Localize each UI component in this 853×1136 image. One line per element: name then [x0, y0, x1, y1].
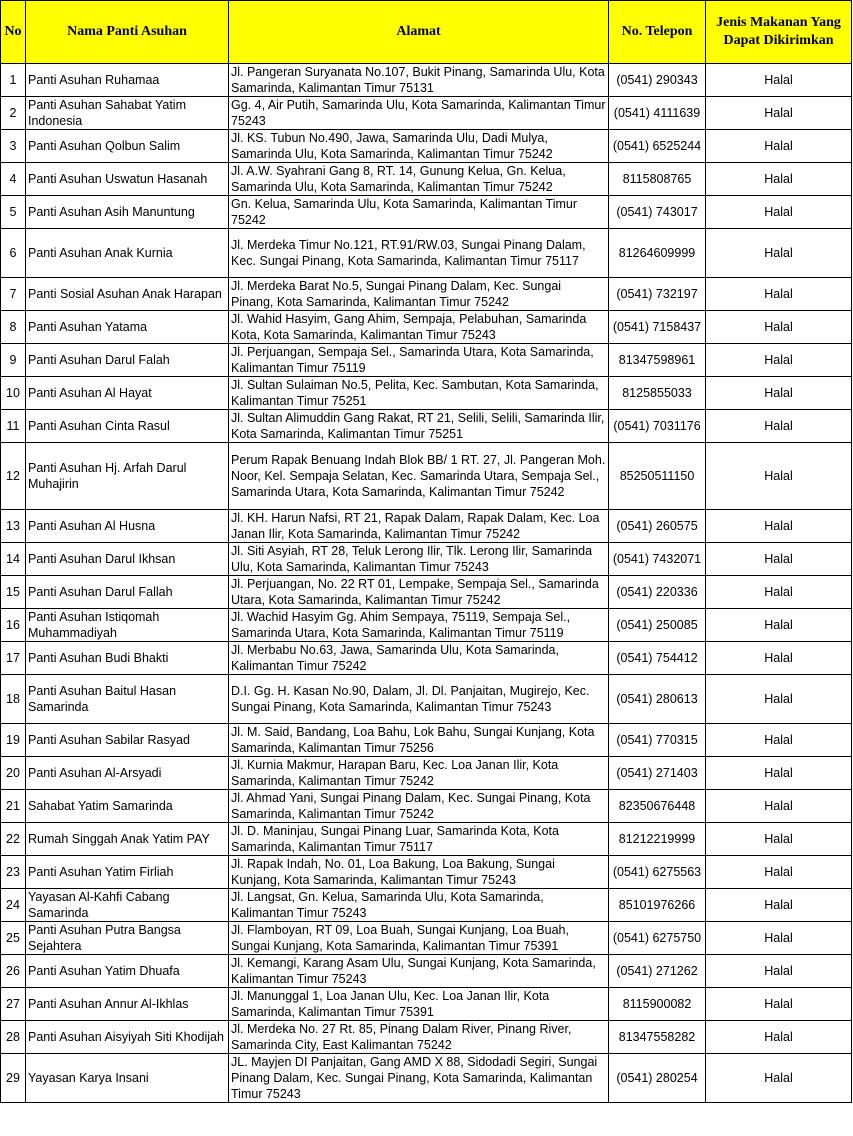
cell-name: Panti Asuhan Darul Fallah [26, 576, 229, 609]
table-row [1, 675, 852, 724]
table-row [1, 889, 852, 922]
header-phone: No. Telepon [609, 1, 706, 64]
cell-no: 7 [1, 278, 26, 311]
cell-food: Halal [706, 97, 852, 130]
table-row [1, 377, 852, 410]
cell-no: 25 [1, 922, 26, 955]
cell-address: Jl. A.W. Syahrani Gang 8, RT. 14, Gunung Kelua, Gn. Kelua, Samarinda Ulu, Kota Samarinda, Kalimantan Timur 75242 [229, 163, 609, 196]
cell-no: 1 [1, 64, 26, 97]
cell-name: Sahabat Yatim Samarinda [26, 790, 229, 823]
cell-food: Halal [706, 1054, 852, 1103]
cell-food: Halal [706, 130, 852, 163]
cell-no: 28 [1, 1021, 26, 1054]
cell-food: Halal [706, 64, 852, 97]
cell-address: Jl. M. Said, Bandang, Loa Bahu, Lok Bahu, Sungai Kunjang, Kota Samarinda, Kalimantan Timur 75256 [229, 724, 609, 757]
cell-food: Halal [706, 443, 852, 510]
cell-name: Panti Asuhan Cinta Rasul [26, 410, 229, 443]
cell-name: Rumah Singgah Anak Yatim PAY [26, 823, 229, 856]
cell-name: Panti Asuhan Istiqomah Muhammadiyah [26, 609, 229, 642]
cell-name: Panti Asuhan Yatim Dhuafa [26, 955, 229, 988]
cell-phone: 81212219999 [609, 823, 706, 856]
cell-phone: (0541) 6275750 [609, 922, 706, 955]
cell-address: Jl. Pangeran Suryanata No.107, Bukit Pinang, Samarinda Ulu, Kota Samarinda, Kalimantan Timur 75131 [229, 64, 609, 97]
cell-name: Panti Asuhan Sabilar Rasyad [26, 724, 229, 757]
cell-phone: (0541) 743017 [609, 196, 706, 229]
cell-phone: (0541) 7158437 [609, 311, 706, 344]
cell-phone: (0541) 4111639 [609, 97, 706, 130]
table-row [1, 576, 852, 609]
cell-address: Jl. Merdeka Barat No.5, Sungai Pinang Dalam, Kec. Sungai Pinang, Kota Samarinda, Kalimantan Timur 75242 [229, 278, 609, 311]
cell-address: JL. Mayjen DI Panjaitan, Gang AMD X 88, Sidodadi Segiri, Sungai Pinang Dalam, Kec. Sungai Pinang, Kota Samarinda, Kalimantan Timur 75243 [229, 1054, 609, 1103]
cell-food: Halal [706, 229, 852, 278]
cell-phone: 82350676448 [609, 790, 706, 823]
cell-food: Halal [706, 1021, 852, 1054]
table-row [1, 229, 852, 278]
table-row [1, 856, 852, 889]
cell-address: Jl. Sultan Sulaiman No.5, Pelita, Kec. Sambutan, Kota Samarinda, Kalimantan Timur 75251 [229, 377, 609, 410]
cell-address: Jl. Perjuangan, No. 22 RT 01, Lempake, Sempaja Sel., Samarinda Utara, Kota Samarinda, Kalimantan Timur 75242 [229, 576, 609, 609]
cell-food: Halal [706, 642, 852, 675]
cell-food: Halal [706, 988, 852, 1021]
table-row [1, 543, 852, 576]
cell-food: Halal [706, 955, 852, 988]
cell-address: Jl. Wachid Hasyim Gg. Ahim Sempaya, 75119, Sempaja Sel., Samarinda Utara, Kota Samarinda, Kalimantan Timur 75119 [229, 609, 609, 642]
cell-no: 18 [1, 675, 26, 724]
table-row [1, 724, 852, 757]
header-row [1, 1, 852, 64]
cell-phone: (0541) 7432071 [609, 543, 706, 576]
cell-food: Halal [706, 790, 852, 823]
table-row [1, 64, 852, 97]
cell-no: 4 [1, 163, 26, 196]
cell-food: Halal [706, 196, 852, 229]
table-row [1, 196, 852, 229]
table-row [1, 1054, 852, 1103]
cell-no: 10 [1, 377, 26, 410]
cell-name: Panti Asuhan Yatim Firliah [26, 856, 229, 889]
table-row [1, 609, 852, 642]
cell-no: 8 [1, 311, 26, 344]
cell-food: Halal [706, 675, 852, 724]
cell-phone: 8115808765 [609, 163, 706, 196]
cell-no: 12 [1, 443, 26, 510]
cell-no: 14 [1, 543, 26, 576]
header-name: Nama Panti Asuhan [26, 1, 229, 64]
table-row [1, 757, 852, 790]
header-no: No [1, 1, 26, 64]
cell-food: Halal [706, 410, 852, 443]
cell-address: Jl. Merdeka Timur No.121, RT.91/RW.03, Sungai Pinang Dalam, Kec. Sungai Pinang, Kota Samarinda, Kalimantan Timur 75117 [229, 229, 609, 278]
table-row [1, 344, 852, 377]
cell-name: Panti Asuhan Annur Al-Ikhlas [26, 988, 229, 1021]
cell-food: Halal [706, 856, 852, 889]
cell-name: Panti Asuhan Asih Manuntung [26, 196, 229, 229]
cell-food: Halal [706, 163, 852, 196]
cell-phone: (0541) 250085 [609, 609, 706, 642]
cell-no: 22 [1, 823, 26, 856]
cell-name: Panti Asuhan Baitul Hasan Samarinda [26, 675, 229, 724]
cell-address: Jl. Manunggal 1, Loa Janan Ulu, Kec. Loa Janan Ilir, Kota Samarinda, Kalimantan Timur 75391 [229, 988, 609, 1021]
cell-food: Halal [706, 757, 852, 790]
cell-address: Jl. KS. Tubun No.490, Jawa, Samarinda Ulu, Dadi Mulya, Samarinda Ulu, Kota Samarinda, Kalimantan Timur 75242 [229, 130, 609, 163]
cell-no: 5 [1, 196, 26, 229]
cell-no: 21 [1, 790, 26, 823]
table-row [1, 823, 852, 856]
cell-phone: (0541) 271403 [609, 757, 706, 790]
cell-food: Halal [706, 724, 852, 757]
cell-no: 15 [1, 576, 26, 609]
cell-name: Panti Asuhan Aisyiyah Siti Khodijah [26, 1021, 229, 1054]
cell-no: 2 [1, 97, 26, 130]
cell-name: Panti Asuhan Budi Bhakti [26, 642, 229, 675]
cell-name: Panti Sosial Asuhan Anak Harapan [26, 278, 229, 311]
cell-address: Jl. Merbabu No.63, Jawa, Samarinda Ulu, Kota Samarinda, Kalimantan Timur 75242 [229, 642, 609, 675]
cell-address: Gg. 4, Air Putih, Samarinda Ulu, Kota Samarinda, Kalimantan Timur 75243 [229, 97, 609, 130]
table-row [1, 510, 852, 543]
cell-name: Panti Asuhan Al Hayat [26, 377, 229, 410]
table-row [1, 790, 852, 823]
cell-address: Gn. Kelua, Samarinda Ulu, Kota Samarinda, Kalimantan Timur 75242 [229, 196, 609, 229]
table-row [1, 130, 852, 163]
cell-name: Panti Asuhan Al Husna [26, 510, 229, 543]
cell-name: Panti Asuhan Qolbun Salim [26, 130, 229, 163]
cell-name: Panti Asuhan Uswatun Hasanah [26, 163, 229, 196]
cell-food: Halal [706, 344, 852, 377]
cell-address: Jl. Langsat, Gn. Kelua, Samarinda Ulu, Kota Samarinda, Kalimantan Timur 75243 [229, 889, 609, 922]
cell-phone: (0541) 7031176 [609, 410, 706, 443]
table-row [1, 97, 852, 130]
cell-phone: (0541) 770315 [609, 724, 706, 757]
cell-name: Panti Asuhan Darul Falah [26, 344, 229, 377]
cell-food: Halal [706, 543, 852, 576]
cell-no: 27 [1, 988, 26, 1021]
cell-name: Panti Asuhan Ruhamaa [26, 64, 229, 97]
cell-phone: (0541) 754412 [609, 642, 706, 675]
table-row [1, 278, 852, 311]
cell-no: 24 [1, 889, 26, 922]
cell-phone: 8125855033 [609, 377, 706, 410]
cell-address: Jl. Kemangi, Karang Asam Ulu, Sungai Kunjang, Kota Samarinda, Kalimantan Timur 75243 [229, 955, 609, 988]
cell-food: Halal [706, 510, 852, 543]
cell-food: Halal [706, 311, 852, 344]
cell-name: Yayasan Al-Kahfi Cabang Samarinda [26, 889, 229, 922]
cell-address: Jl. Ahmad Yani, Sungai Pinang Dalam, Kec. Sungai Pinang, Kota Samarinda, Kalimantan Timur 75242 [229, 790, 609, 823]
cell-name: Panti Asuhan Darul Ikhsan [26, 543, 229, 576]
cell-address: Jl. D. Maninjau, Sungai Pinang Luar, Samarinda Kota, Kota Samarinda, Kalimantan Timur 75117 [229, 823, 609, 856]
table-row [1, 410, 852, 443]
cell-food: Halal [706, 377, 852, 410]
cell-address: Jl. Sultan Alimuddin Gang Rakat, RT 21, Selili, Selili, Samarinda Ilir, Kota Samarinda, Kalimantan Timur 75251 [229, 410, 609, 443]
cell-address: Perum Rapak Benuang Indah Blok BB/ 1 RT. 27, Jl. Pangeran Moh. Noor, Kel. Sempaja Selatan, Kec. Samarinda Utara, Sempaja Sel., Samarinda Utara, Kota Samarinda, Kalimantan Timur 75242 [229, 443, 609, 510]
cell-food: Halal [706, 889, 852, 922]
table-row [1, 988, 852, 1021]
cell-phone: (0541) 260575 [609, 510, 706, 543]
cell-phone: 81264609999 [609, 229, 706, 278]
cell-phone: (0541) 290343 [609, 64, 706, 97]
cell-address: Jl. Rapak Indah, No. 01, Loa Bakung, Loa Bakung, Sungai Kunjang, Kota Samarinda, Kalimantan Timur 75243 [229, 856, 609, 889]
header-food: Jenis Makanan Yang Dapat Dikirimkan [706, 1, 852, 64]
cell-no: 16 [1, 609, 26, 642]
cell-name: Panti Asuhan Putra Bangsa Sejahtera [26, 922, 229, 955]
cell-no: 3 [1, 130, 26, 163]
cell-phone: (0541) 280613 [609, 675, 706, 724]
cell-name: Panti Asuhan Hj. Arfah Darul Muhajirin [26, 443, 229, 510]
cell-food: Halal [706, 609, 852, 642]
cell-no: 23 [1, 856, 26, 889]
cell-no: 17 [1, 642, 26, 675]
cell-name: Panti Asuhan Yatama [26, 311, 229, 344]
cell-phone: (0541) 732197 [609, 278, 706, 311]
header-address: Alamat [229, 1, 609, 64]
cell-no: 6 [1, 229, 26, 278]
cell-no: 26 [1, 955, 26, 988]
cell-name: Panti Asuhan Al-Arsyadi [26, 757, 229, 790]
cell-phone: 85250511150 [609, 443, 706, 510]
cell-no: 11 [1, 410, 26, 443]
cell-phone: (0541) 6275563 [609, 856, 706, 889]
table-row [1, 1021, 852, 1054]
cell-food: Halal [706, 278, 852, 311]
cell-name: Yayasan Karya Insani [26, 1054, 229, 1103]
table-row [1, 955, 852, 988]
table-row [1, 642, 852, 675]
cell-phone: 81347598961 [609, 344, 706, 377]
cell-address: Jl. KH. Harun Nafsi, RT 21, Rapak Dalam, Rapak Dalam, Kec. Loa Janan Ilir, Kota Samarinda, Kalimantan Timur 75242 [229, 510, 609, 543]
cell-no: 13 [1, 510, 26, 543]
table-row [1, 163, 852, 196]
cell-address: Jl. Flamboyan, RT 09, Loa Buah, Sungai Kunjang, Loa Buah, Sungai Kunjang, Kota Samarinda, Kalimantan Timur 75391 [229, 922, 609, 955]
cell-food: Halal [706, 823, 852, 856]
cell-phone: (0541) 6525244 [609, 130, 706, 163]
cell-phone: 85101976266 [609, 889, 706, 922]
cell-phone: (0541) 280254 [609, 1054, 706, 1103]
cell-phone: (0541) 271262 [609, 955, 706, 988]
cell-no: 19 [1, 724, 26, 757]
table-row [1, 922, 852, 955]
cell-no: 20 [1, 757, 26, 790]
cell-address: Jl. Merdeka No. 27 Rt. 85, Pinang Dalam River, Pinang River, Samarinda City, East Kalimantan 75242 [229, 1021, 609, 1054]
cell-address: Jl. Wahid Hasyim, Gang Ahim, Sempaja, Pelabuhan, Samarinda Kota, Kota Samarinda, Kalimantan Timur 75243 [229, 311, 609, 344]
cell-address: Jl. Siti Asyiah, RT 28, Teluk Lerong Ilir, Tlk. Lerong Ilir, Samarinda Ulu, Kota Samarinda, Kalimantan Timur 75243 [229, 543, 609, 576]
cell-phone: 8115900082 [609, 988, 706, 1021]
cell-no: 9 [1, 344, 26, 377]
cell-address: D.I. Gg. H. Kasan No.90, Dalam, Jl. Dl. Panjaitan, Mugirejo, Kec. Sungai Pinang, Kota Samarinda, Kalimantan Timur 75243 [229, 675, 609, 724]
cell-name: Panti Asuhan Anak Kurnia [26, 229, 229, 278]
cell-food: Halal [706, 922, 852, 955]
cell-food: Halal [706, 576, 852, 609]
cell-phone: (0541) 220336 [609, 576, 706, 609]
cell-address: Jl. Kurnia Makmur, Harapan Baru, Kec. Loa Janan Ilir, Kota Samarinda, Kalimantan Timur 75242 [229, 757, 609, 790]
table-row [1, 311, 852, 344]
cell-no: 29 [1, 1054, 26, 1103]
cell-phone: 81347558282 [609, 1021, 706, 1054]
table-row [1, 443, 852, 510]
cell-address: Jl. Perjuangan, Sempaja Sel., Samarinda Utara, Kota Samarinda, Kalimantan Timur 75119 [229, 344, 609, 377]
cell-name: Panti Asuhan Sahabat Yatim Indonesia [26, 97, 229, 130]
